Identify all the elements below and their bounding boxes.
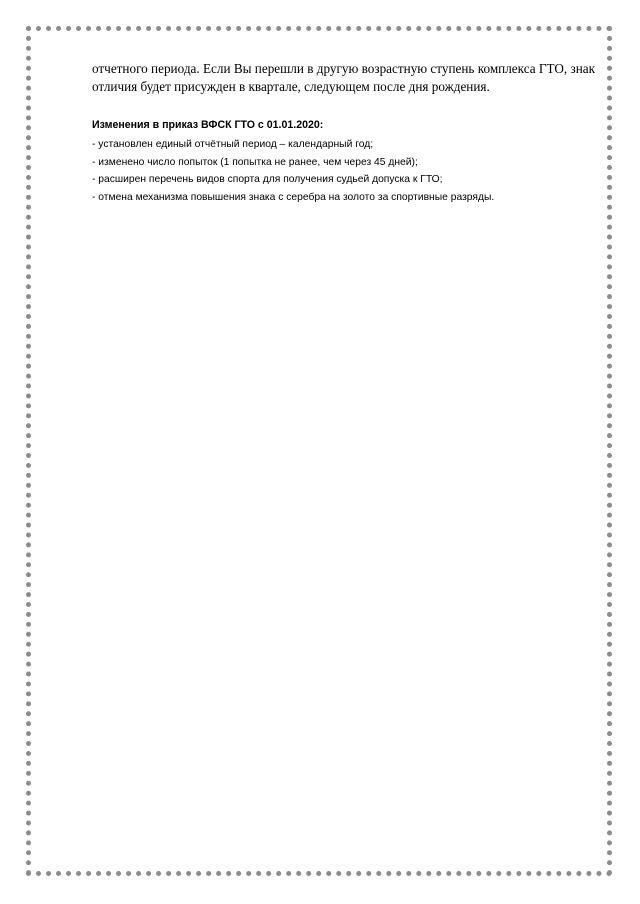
list-item: - изменено число попыток (1 попытка не ранее, чем через 45 дней); — [92, 156, 418, 168]
paragraph-line: отличия будет присужден в квартале, следующем после дня рождения. — [92, 79, 490, 94]
continuation-paragraph — [92, 60, 596, 96]
document-body — [92, 60, 596, 206]
changes-list — [92, 136, 592, 206]
list-item: - отмена механизма повышения знака с серебра на золото за спортивные разряды. — [92, 191, 495, 203]
changes-heading: Изменения в приказ ВФСК ГТО с 01.01.2020: — [92, 119, 324, 131]
list-item: - расширен перечень видов спорта для получения судьей допуска к ГТО; — [92, 174, 443, 185]
list-item: - установлен единый отчётный период – календарный год; — [92, 139, 374, 150]
paragraph-line: отчетного периода. Если Вы перешли в другую возрастную ступень комплекса ГТО, знак — [92, 61, 596, 76]
